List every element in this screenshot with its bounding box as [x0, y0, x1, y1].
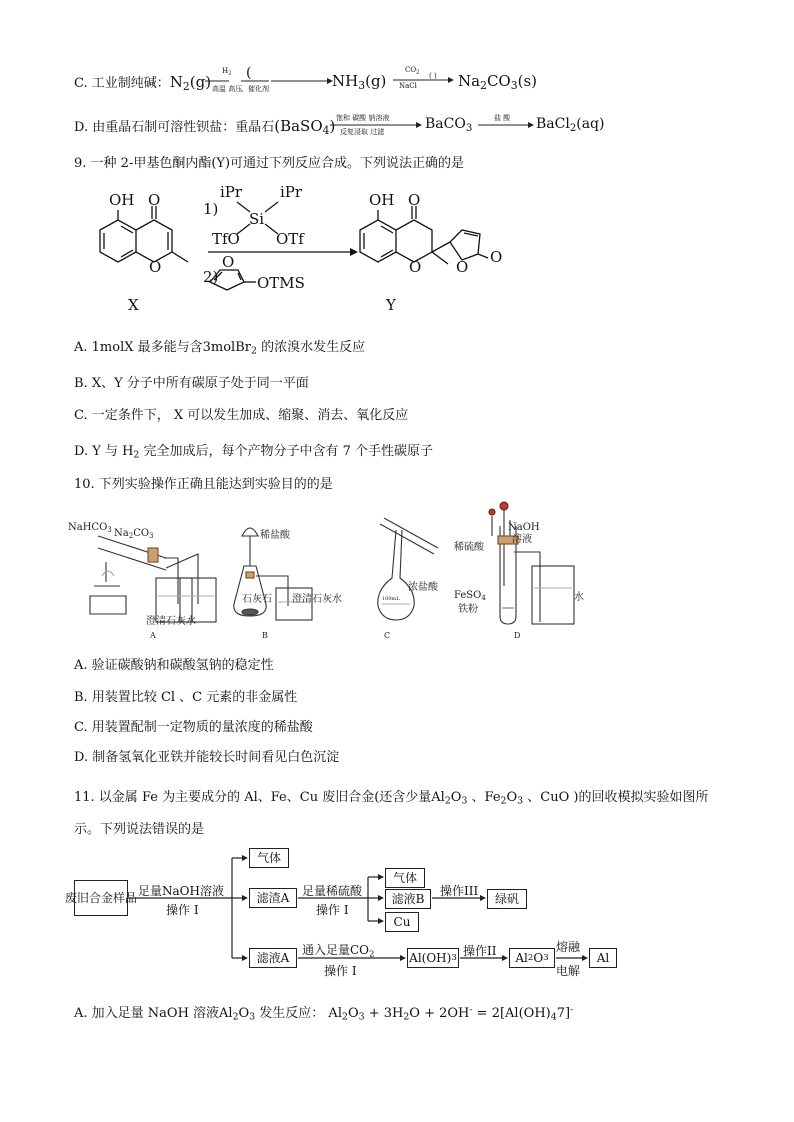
q11-flowchart: [65, 846, 630, 978]
q11-stem-line1: 11. 以金属 Fe 为主要成分的 Al、Fe、Cu 废旧合金(还含少量$Al_2O_3$ 、$Fe_2O_3$ 、CuO )的回收模拟实验如图所: [74, 790, 709, 807]
q10-apparatus: [66, 496, 586, 642]
lbl-op1b: 操作 I: [316, 903, 349, 917]
y-label: Y: [386, 296, 396, 314]
box-gas2: 气体: [385, 868, 425, 888]
q8-c-co2: $CO_2$: [405, 66, 420, 76]
q8-c-nacl: NaCl: [399, 82, 417, 90]
y-lactone-co: O: [490, 248, 503, 266]
q8-c-arrow1b-svg: [271, 67, 331, 93]
q8-c-na2co3: $Na_2CO_3(s)$: [458, 72, 538, 93]
lbl-op2: 操作II: [463, 944, 497, 958]
q11-stem-line2: 示。下列说法错误的是: [74, 822, 205, 837]
q9-scheme: [60, 172, 503, 320]
q8-c-arrow2: [393, 64, 455, 92]
q8-c-n2: $N_2(g)$: [169, 73, 212, 94]
q10-option-c: C. 用装置配制一定物质的量浓度的稀盐酸: [74, 720, 313, 735]
q10-option-d: D. 制备氢氧化亚铁并能较长时间看见白色沉淀: [74, 750, 340, 765]
q10-option-b: B. 用装置比较 Cl 、C 元素的非金属性: [74, 690, 298, 705]
x-carbonyl-o: O: [148, 191, 161, 209]
y-lactone-o: O: [456, 258, 469, 276]
box-aloh3: Al(OH) 3: [407, 948, 459, 968]
box-residue-a: 滤渣A: [249, 888, 297, 908]
q8-c-cond: 高温 高压: [212, 85, 243, 93]
q8-d-baco3: BaCO$_3$: [425, 116, 473, 134]
y-carbonyl-o: O: [408, 191, 421, 209]
q8-c-paren: (: [246, 65, 252, 81]
box-sample: 废旧合金样品: [74, 880, 128, 916]
x-ring-o: O: [149, 258, 162, 276]
q8-d-arrow2: [478, 110, 534, 138]
lbl-h2so4: 足量稀硫酸: [302, 884, 363, 898]
box-filtrate-b: 滤液B: [385, 889, 431, 909]
q8-d-baso4: (BaSO$_4$): [274, 117, 336, 138]
otf: OTf: [276, 230, 304, 248]
a-na2co3: $Na_2CO_3$: [114, 528, 154, 540]
box-vitriol: 绿矾: [487, 889, 527, 909]
q8-d-bacl2: BaCl$_2$(aq): [536, 116, 605, 134]
q8-option-c: [74, 72, 212, 94]
si: Si: [249, 210, 265, 228]
a-nahco3: NaHCO$_3$: [68, 522, 112, 534]
tfo: TfO: [212, 230, 240, 248]
b-tag: B: [262, 631, 268, 640]
q10-option-a: A. 验证碳酸钠和碳酸氢钠的稳定性: [74, 658, 274, 673]
otms: OTMS: [257, 274, 305, 292]
y-oh: OH: [369, 191, 395, 209]
lbl-melt: 熔融: [556, 940, 581, 954]
step2: 2): [203, 268, 219, 286]
b-stone: 石灰石: [242, 594, 272, 605]
lbl-co2: 通入足量$CO_2$: [302, 943, 375, 960]
box-cu: Cu: [385, 912, 419, 932]
q8-option-d: [74, 116, 336, 138]
d-tag: D: [514, 631, 521, 640]
d-water: 水: [574, 592, 584, 603]
box-filtrate-a: 滤液A: [249, 948, 297, 968]
lbl-op1: 操作 I: [166, 903, 199, 917]
furan-o: O: [222, 253, 235, 271]
d-iron: 铁粉: [458, 604, 478, 615]
box-al: Al: [589, 948, 617, 968]
q8-d-label: D. 由重晶石制可溶性钡盐：重晶石: [74, 120, 275, 135]
q8-c-label: C. 工业制纯碱：: [74, 76, 170, 91]
lbl-electro: 电解: [556, 964, 581, 978]
a-tag: A: [150, 631, 156, 640]
x-oh: OH: [109, 191, 135, 209]
q9-option-c: C. 一定条件下， X 可以发生加成、缩聚、消去、氧化反应: [74, 408, 409, 423]
d-naoh: NaOH: [508, 522, 540, 533]
ipr-left: iPr: [220, 183, 243, 201]
box-gas1: 气体: [249, 848, 289, 868]
step1: 1): [203, 200, 219, 218]
q8-c-h2: $H_2$: [222, 67, 232, 77]
q9-option-d: D. Y 与 $H_2$ 完全加成后，每个产物分子中含有 7 个手性碳原子: [74, 444, 434, 461]
q8-c-mid: [271, 67, 331, 93]
lbl-op1c: 操作 I: [324, 964, 357, 978]
b-lime: 澄清石灰水: [292, 594, 342, 605]
q8-d-arrow1: [330, 110, 422, 138]
lbl-op3: 操作III: [440, 884, 479, 898]
ipr-right: iPr: [280, 183, 303, 201]
c-acid: 浓盐酸: [408, 582, 438, 593]
box-al2o3: Al 2 O 3: [509, 948, 555, 968]
d-acid: 稀硫酸: [454, 542, 484, 553]
c-tag: C: [384, 631, 391, 640]
lbl-naoh: 足量NaOH溶液: [138, 884, 224, 898]
q8-c-catalyst: 、催化剂: [241, 85, 269, 93]
q8-d-cond-top: 饱和 碳酸 钠溶液: [336, 114, 390, 122]
c-flask: 100mL: [382, 596, 400, 602]
q8-d-hcl: 盐 酸: [494, 114, 511, 122]
q8-c-nh3: $NH_3(g)$: [332, 72, 387, 93]
d-sol: 溶液: [512, 534, 532, 545]
q8-c-arrow1: [205, 67, 271, 93]
q8-c-extra: ( ): [429, 72, 437, 80]
d-feso4: FeSO$_4$: [454, 590, 486, 602]
q10-apparatus-svg: [66, 496, 586, 642]
q9-scheme-svg: [60, 172, 503, 320]
q9-option-a: A. 1molX 最多能与含3molBr$_2$ 的浓溴水发生反应: [74, 340, 366, 357]
q9-stem: 9. 一种 2-甲基色酮内酯(Y)可通过下列反应合成。下列说法正确的是: [74, 156, 465, 171]
q11-option-a: A. 加入足量 NaOH 溶液$Al_2O_3$ 发生反应： $Al_2O_3 + 3H_2O + 2OH^- = 2[Al(OH)_47]^-$: [74, 1004, 574, 1023]
q10-stem: 10. 下列实验操作正确且能达到实验目的的是: [74, 477, 333, 492]
b-acid: 稀盐酸: [260, 530, 290, 541]
x-label: X: [128, 296, 139, 314]
q8-d-cond-bot: 反复浸取 过滤: [340, 128, 385, 136]
y-ring-o: O: [409, 258, 422, 276]
q9-option-b: B. X、Y 分子中所有碳原子处于同一平面: [74, 376, 309, 391]
a-lime: 澄清石灰水: [146, 616, 196, 627]
